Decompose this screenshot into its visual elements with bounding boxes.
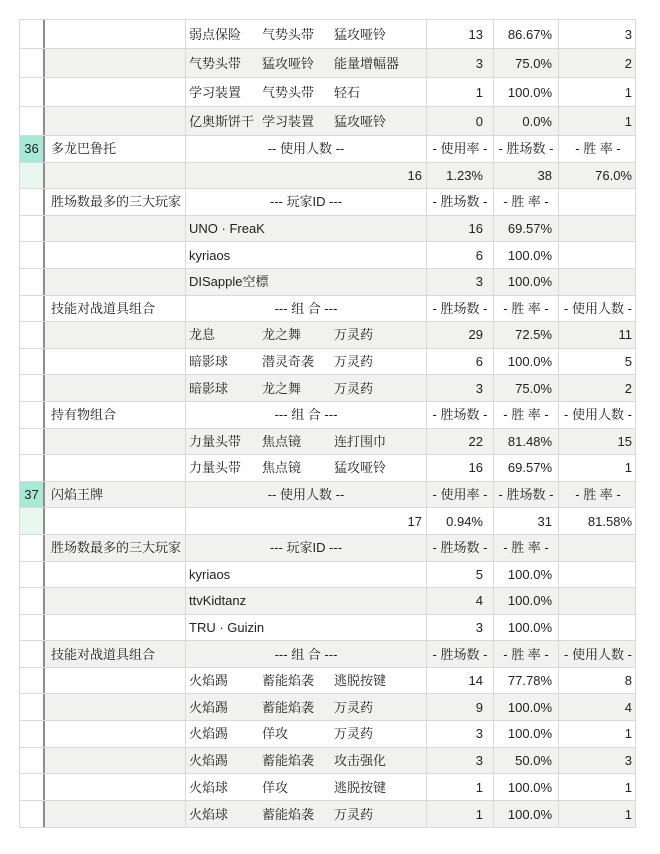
cell-stat-1: 0	[427, 107, 494, 135]
cell-item-1: 火焰球	[189, 806, 229, 822]
table-row	[20, 107, 635, 136]
table-row	[20, 20, 635, 49]
cell-item-1: 火焰球	[189, 779, 229, 795]
cell-item-1: 暗影球	[189, 354, 229, 370]
cell-stat-3	[559, 535, 637, 561]
cell-stat-1: 16	[427, 216, 494, 242]
table-row	[20, 296, 635, 323]
cell-rownum: 37	[20, 482, 45, 508]
cell-item-3: 万灵药	[331, 801, 427, 828]
table-row	[20, 482, 635, 509]
table-row	[20, 588, 635, 615]
cell-span: kyriaos	[186, 242, 427, 268]
stats-table	[19, 19, 636, 828]
cell-stat-2: 100.0%	[494, 242, 559, 268]
cell-stat-3: 1	[624, 726, 632, 742]
cell-stat-2: 100.0%	[494, 562, 559, 588]
cell-rownum	[20, 535, 45, 561]
table-row	[20, 535, 635, 562]
cell-category	[45, 242, 186, 268]
table-row	[20, 78, 635, 107]
cell-stat-3: 81.58%	[587, 513, 632, 529]
cell-stat-3: 5	[624, 354, 632, 370]
cell-category	[45, 163, 186, 189]
cell-stat-3: - 胜 率 -	[575, 487, 621, 503]
cell-category: 多龙巴鲁托	[45, 136, 186, 162]
cell-stat-1: 3	[427, 721, 494, 747]
cell-stat-2: 72.5%	[494, 322, 559, 348]
cell-stat-2: 38	[494, 163, 559, 189]
table-row	[20, 615, 635, 642]
cell-stat-1: 3	[427, 375, 494, 401]
cell-stat-1: 1	[427, 774, 494, 800]
cell-item-1: 火焰踢	[189, 726, 229, 742]
cell-stat-1: 6	[427, 349, 494, 375]
cell-stat-2: 100.0%	[494, 588, 559, 614]
table-row	[20, 49, 635, 78]
cell-rownum	[20, 375, 45, 401]
cell-stat-1: - 使用率 -	[427, 482, 494, 508]
cell-category	[45, 508, 186, 534]
cell-category: 胜场数最多的三大玩家	[45, 535, 186, 561]
cell-rownum	[20, 78, 45, 106]
cell-item-2: 猛攻哑铃	[262, 55, 315, 71]
cell-item-2: 气势头带	[262, 26, 315, 42]
cell-stat-3: 15	[617, 433, 632, 449]
cell-item-3: 万灵药	[331, 349, 427, 375]
cell-span: 17	[186, 508, 427, 534]
cell-category	[45, 322, 186, 348]
cell-stat-3	[559, 242, 637, 268]
cell-stat-3: 3	[624, 752, 632, 768]
cell-span: -- 使用人数 --	[186, 482, 427, 508]
cell-category	[45, 588, 186, 614]
table-row	[20, 455, 635, 482]
cell-rownum	[20, 296, 45, 322]
cell-stat-3: 1	[624, 84, 632, 100]
cell-rownum	[20, 322, 45, 348]
cell-item-1: 火焰踢	[189, 699, 229, 715]
cell-category: 胜场数最多的三大玩家	[45, 189, 186, 215]
cell-stat-3: - 使用人数 -	[564, 646, 632, 662]
cell-rownum	[20, 748, 45, 774]
cell-stat-1: 1.23%	[427, 163, 494, 189]
table-row	[20, 375, 635, 402]
cell-stat-1: 16	[427, 455, 494, 481]
cell-item-2: 蓄能焰袭	[262, 699, 315, 715]
table-row	[20, 322, 635, 349]
table-row	[20, 508, 635, 535]
cell-stat-3	[559, 588, 637, 614]
cell-category	[45, 349, 186, 375]
cell-item-3: 轻石	[331, 78, 427, 106]
table-row	[20, 641, 635, 668]
cell-stat-3	[559, 189, 637, 215]
cell-item-2: 龙之舞	[262, 380, 302, 396]
cell-item-3: 万灵药	[331, 694, 427, 720]
cell-span: 16	[186, 163, 427, 189]
table-row	[20, 774, 635, 801]
cell-category: 技能对战道具组合	[45, 641, 186, 667]
cell-rownum	[20, 562, 45, 588]
table-row	[20, 721, 635, 748]
cell-item-2: 佯攻	[262, 726, 289, 742]
cell-item-1: 龙息	[189, 327, 216, 343]
cell-category	[45, 801, 186, 828]
cell-span: kyriaos	[186, 562, 427, 588]
cell-item-2: 气势头带	[262, 84, 315, 100]
cell-item-1: 力量头带	[189, 433, 242, 449]
cell-stat-1: - 胜场数 -	[427, 296, 494, 322]
cell-category	[45, 562, 186, 588]
cell-category	[45, 615, 186, 641]
cell-rownum	[20, 163, 45, 189]
cell-category	[45, 774, 186, 800]
cell-category	[45, 748, 186, 774]
cell-item-1: 力量头带	[189, 460, 242, 476]
cell-stat-1: - 胜场数 -	[427, 641, 494, 667]
cell-stat-2: - 胜 率 -	[494, 535, 559, 561]
cell-stat-3: 4	[624, 699, 632, 715]
table-row	[20, 216, 635, 243]
cell-stat-1: - 胜场数 -	[427, 189, 494, 215]
cell-stat-2: 0.0%	[494, 107, 559, 135]
cell-span: ttvKidtanz	[186, 588, 427, 614]
cell-category	[45, 668, 186, 694]
cell-item-3: 万灵药	[331, 322, 427, 348]
cell-stat-3	[559, 615, 637, 641]
cell-category	[45, 107, 186, 135]
cell-stat-3: 1	[624, 113, 632, 129]
table-row	[20, 189, 635, 216]
table-row	[20, 349, 635, 376]
cell-item-3: 万灵药	[331, 721, 427, 747]
cell-item-2: 佯攻	[262, 779, 289, 795]
cell-stat-1: 3	[427, 748, 494, 774]
cell-stat-2: 81.48%	[494, 429, 559, 455]
cell-span: TRU · Guizin	[186, 615, 427, 641]
cell-stat-3	[559, 562, 637, 588]
cell-span: --- 组 合 ---	[186, 641, 427, 667]
cell-span: -- 使用人数 --	[186, 136, 427, 162]
cell-item-3: 攻击强化	[331, 748, 427, 774]
cell-stat-1: - 胜场数 -	[427, 402, 494, 428]
cell-item-2: 蓄能焰袭	[262, 752, 315, 768]
cell-stat-2: - 胜 率 -	[494, 402, 559, 428]
cell-rownum	[20, 349, 45, 375]
cell-stat-3: - 使用人数 -	[564, 407, 632, 423]
cell-stat-1: 3	[427, 269, 494, 295]
cell-rownum	[20, 429, 45, 455]
cell-span: UNO · FreaK	[186, 216, 427, 242]
cell-stat-3	[559, 269, 637, 295]
cell-category	[45, 721, 186, 747]
cell-stat-1: 1	[427, 78, 494, 106]
cell-stat-2: - 胜 率 -	[494, 189, 559, 215]
cell-rownum	[20, 402, 45, 428]
cell-stat-3: 1	[624, 806, 632, 822]
cell-rownum	[20, 641, 45, 667]
table-row	[20, 748, 635, 775]
cell-category	[45, 429, 186, 455]
cell-stat-3: 2	[624, 380, 632, 396]
table-row	[20, 136, 635, 163]
cell-stat-2: 100.0%	[494, 78, 559, 106]
cell-stat-2: - 胜 率 -	[494, 296, 559, 322]
cell-rownum	[20, 189, 45, 215]
table-row	[20, 801, 635, 828]
cell-rownum	[20, 20, 45, 48]
cell-category	[45, 269, 186, 295]
cell-stat-3: 1	[624, 460, 632, 476]
cell-stat-2: 100.0%	[494, 269, 559, 295]
cell-stat-2: 69.57%	[494, 455, 559, 481]
cell-rownum	[20, 615, 45, 641]
cell-rownum: 36	[20, 136, 45, 162]
table-row	[20, 429, 635, 456]
cell-stat-1: 5	[427, 562, 494, 588]
cell-stat-2: - 胜场数 -	[494, 136, 559, 162]
cell-item-3: 猛攻哑铃	[331, 455, 427, 481]
cell-stat-1: 4	[427, 588, 494, 614]
cell-span: --- 组 合 ---	[186, 296, 427, 322]
cell-item-3: 逃脱按键	[331, 668, 427, 694]
cell-item-2: 蓄能焰袭	[262, 673, 315, 689]
cell-stat-2: 100.0%	[494, 801, 559, 828]
cell-item-1: 火焰踢	[189, 673, 229, 689]
cell-stat-3: - 使用人数 -	[564, 300, 632, 316]
cell-stat-2: 75.0%	[494, 375, 559, 401]
cell-rownum	[20, 269, 45, 295]
cell-item-2: 焦点镜	[262, 460, 302, 476]
cell-rownum	[20, 242, 45, 268]
cell-item-2: 蓄能焰袭	[262, 806, 315, 822]
cell-rownum	[20, 668, 45, 694]
cell-item-3: 猛攻哑铃	[331, 20, 427, 48]
cell-stat-3: 76.0%	[595, 167, 632, 183]
cell-stat-1: - 使用率 -	[427, 136, 494, 162]
cell-item-1: 弱点保险	[189, 26, 242, 42]
cell-item-1: 火焰踢	[189, 752, 229, 768]
table-row	[20, 694, 635, 721]
cell-stat-2: 100.0%	[494, 694, 559, 720]
cell-rownum	[20, 216, 45, 242]
cell-stat-3: - 胜 率 -	[575, 141, 621, 157]
cell-stat-1: 3	[427, 49, 494, 77]
cell-stat-2: 86.67%	[494, 20, 559, 48]
cell-stat-3	[559, 216, 637, 242]
cell-item-2: 焦点镜	[262, 433, 302, 449]
table-row	[20, 402, 635, 429]
cell-category	[45, 694, 186, 720]
cell-item-1: 亿奥斯饼干	[189, 113, 255, 129]
cell-item-3: 猛攻哑铃	[331, 107, 427, 135]
cell-rownum	[20, 508, 45, 534]
cell-item-1: 学习装置	[189, 84, 242, 100]
table-row	[20, 242, 635, 269]
cell-rownum	[20, 107, 45, 135]
table-row	[20, 668, 635, 695]
cell-stat-1: 3	[427, 615, 494, 641]
cell-item-3: 逃脱按键	[331, 774, 427, 800]
cell-stat-1: 29	[427, 322, 494, 348]
cell-stat-2: 75.0%	[494, 49, 559, 77]
cell-rownum	[20, 455, 45, 481]
cell-item-3: 连打围巾	[331, 429, 427, 455]
cell-stat-3: 11	[618, 327, 632, 343]
cell-stat-2: 100.0%	[494, 774, 559, 800]
cell-stat-2: 77.78%	[494, 668, 559, 694]
cell-stat-1: 9	[427, 694, 494, 720]
cell-stat-3: 1	[624, 779, 632, 795]
cell-stat-2: - 胜场数 -	[494, 482, 559, 508]
cell-stat-3: 3	[624, 26, 632, 42]
cell-item-2: 龙之舞	[262, 327, 302, 343]
cell-stat-1: - 胜场数 -	[427, 535, 494, 561]
cell-rownum	[20, 721, 45, 747]
cell-stat-1: 22	[427, 429, 494, 455]
cell-stat-2: 50.0%	[494, 748, 559, 774]
cell-stat-2: 100.0%	[494, 349, 559, 375]
cell-stat-1: 6	[427, 242, 494, 268]
cell-stat-1: 0.94%	[427, 508, 494, 534]
cell-item-1: 暗影球	[189, 380, 229, 396]
cell-item-2: 学习装置	[262, 113, 315, 129]
cell-category: 闪焰王牌	[45, 482, 186, 508]
cell-rownum	[20, 774, 45, 800]
cell-category	[45, 455, 186, 481]
cell-stat-1: 1	[427, 801, 494, 828]
cell-category	[45, 78, 186, 106]
table-row	[20, 562, 635, 589]
cell-item-3: 能量增幅器	[331, 49, 427, 77]
cell-category	[45, 20, 186, 48]
cell-stat-2: - 胜 率 -	[494, 641, 559, 667]
cell-stat-3: 2	[624, 55, 632, 71]
cell-stat-1: 14	[427, 668, 494, 694]
cell-item-2: 潜灵奇袭	[262, 354, 315, 370]
cell-rownum	[20, 588, 45, 614]
table-row	[20, 269, 635, 296]
cell-stat-2: 69.57%	[494, 216, 559, 242]
cell-span: --- 玩家ID ---	[186, 535, 427, 561]
cell-stat-2: 100.0%	[494, 721, 559, 747]
cell-span: --- 玩家ID ---	[186, 189, 427, 215]
cell-stat-1: 13	[427, 20, 494, 48]
cell-category: 持有物组合	[45, 402, 186, 428]
cell-category	[45, 216, 186, 242]
cell-stat-3: 8	[624, 673, 632, 689]
cell-stat-2: 31	[494, 508, 559, 534]
cell-rownum	[20, 694, 45, 720]
cell-span: DISapple空標	[186, 269, 427, 295]
cell-rownum	[20, 49, 45, 77]
cell-category	[45, 375, 186, 401]
cell-item-3: 万灵药	[331, 375, 427, 401]
cell-stat-2: 100.0%	[494, 615, 559, 641]
cell-category: 技能对战道具组合	[45, 296, 186, 322]
cell-rownum	[20, 801, 45, 828]
table-row	[20, 163, 635, 190]
cell-item-1: 气势头带	[189, 55, 242, 71]
cell-category	[45, 49, 186, 77]
cell-span: --- 组 合 ---	[186, 402, 427, 428]
